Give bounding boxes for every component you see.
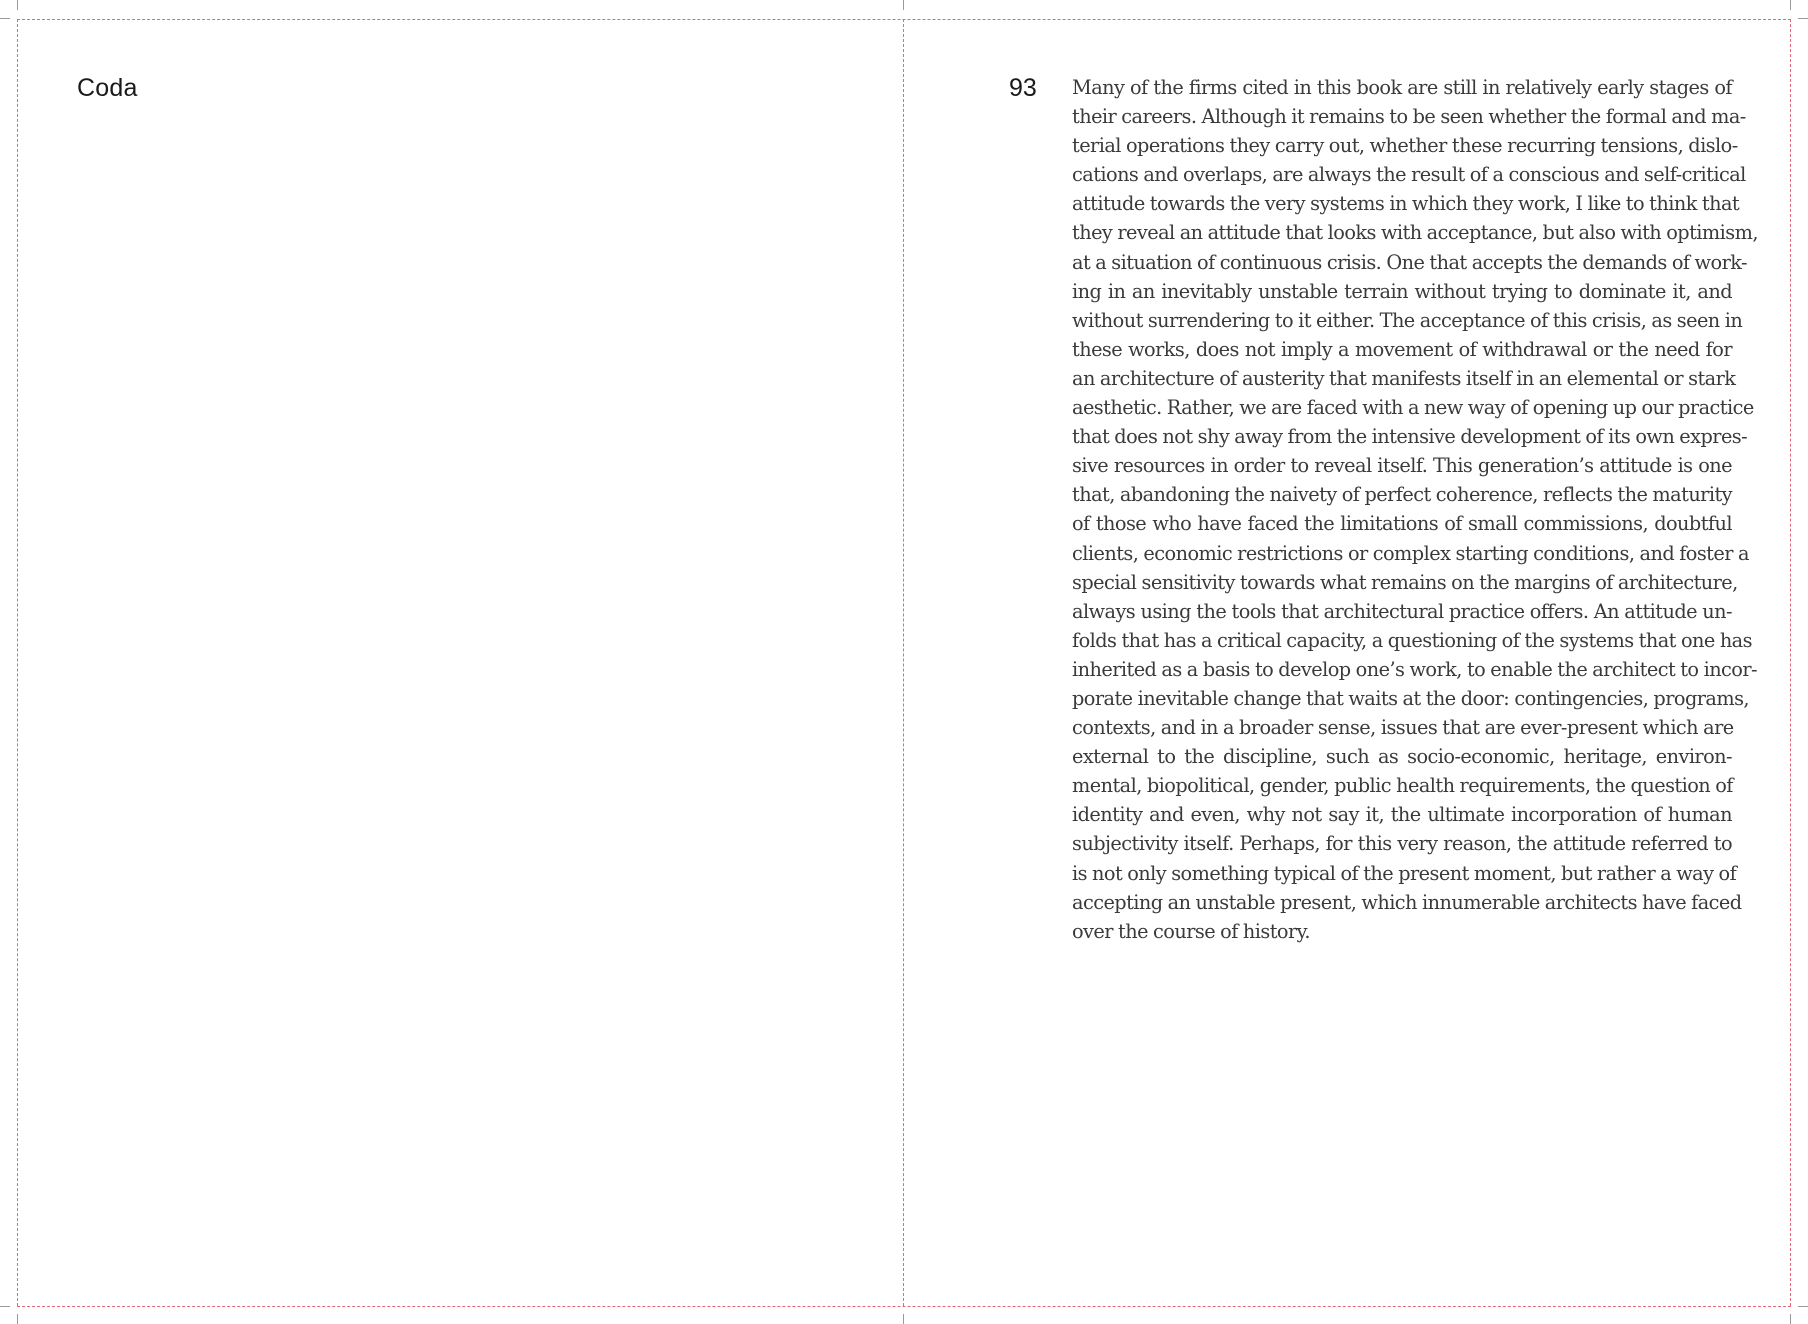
text-line: an architecture of austerity that manifests itself in an elemental or stark: [1072, 366, 1736, 390]
crop-mark: [1790, 0, 1791, 10]
text-line: special sensitivity towards what remains on the margins of architecture,: [1072, 570, 1738, 594]
text-line: aesthetic. Rather, we are faced with a new way of opening up our practice: [1072, 396, 1754, 420]
text-line: at a situation of continuous crisis. One that accepts the demands of work-: [1072, 250, 1747, 274]
text-line: external to the discipline, such as socio-economic, heritage, environ-: [1072, 745, 1732, 769]
text-line: their careers. Although it remains to be seen whether the formal and ma-: [1072, 105, 1746, 129]
gutter-line: [903, 19, 904, 1306]
text-line: porate inevitable change that waits at the door: contingencies, programs,: [1072, 686, 1750, 710]
text-line: inherited as a basis to develop one’s work, to enable the architect to incor-: [1072, 657, 1757, 681]
crop-mark: [1798, 18, 1808, 19]
crop-mark: [0, 1306, 10, 1307]
text-line: clients, economic restrictions or complex starting conditions, and foster a: [1072, 541, 1749, 565]
page-number: 93: [1009, 74, 1037, 102]
crop-mark: [903, 0, 904, 10]
text-line: Many of the firms cited in this book are still in relatively early stages of: [1072, 76, 1732, 99]
text-line: accepting an unstable present, which innumerable architects have faced: [1072, 890, 1742, 914]
text-line: is not only something typical of the present moment, but rather a way of: [1072, 861, 1737, 885]
text-line: folds that has a critical capacity, a questioning of the systems that one has: [1072, 628, 1752, 652]
body-paragraph: [1072, 73, 1758, 946]
trim-line-bottom: [17, 1306, 1791, 1307]
crop-mark: [0, 18, 10, 19]
text-line: terial operations they carry out, whether these recurring tensions, dislo-: [1072, 134, 1738, 158]
crop-mark: [903, 1314, 904, 1324]
crop-mark: [17, 1314, 18, 1324]
text-line: without surrendering to it either. The acceptance of this crisis, as seen in: [1072, 308, 1743, 332]
text-line: that does not shy away from the intensive development of its own expres-: [1072, 425, 1748, 449]
text-line: of those who have faced the limitations of small commissions, doubtful: [1072, 512, 1732, 536]
crop-mark: [17, 0, 18, 10]
trim-line-top: [17, 19, 1791, 20]
text-line: subjectivity itself. Perhaps, for this very reason, the attitude referred to: [1072, 832, 1732, 856]
crop-mark: [1790, 1314, 1791, 1324]
text-line: mental, biopolitical, gender, public health requirements, the question of: [1072, 774, 1733, 798]
text-line: that, abandoning the naivety of perfect coherence, reflects the maturity: [1072, 483, 1733, 507]
running-head: Coda: [77, 74, 138, 102]
text-line: identity and even, why not say it, the ultimate incorporation of human: [1072, 803, 1732, 827]
text-line: always using the tools that architectural practice offers. An attitude un-: [1072, 599, 1732, 623]
trim-line-left: [17, 19, 18, 1306]
text-line: ing in an inevitably unstable terrain without trying to dominate it, and: [1072, 279, 1732, 303]
text-line: over the course of history.: [1072, 919, 1310, 943]
text-line: cations and overlaps, are always the result of a conscious and self-critical: [1072, 163, 1746, 187]
text-line: attitude towards the very systems in which they work, I like to think that: [1072, 192, 1740, 216]
trim-line-right: [1790, 19, 1791, 1306]
text-line: they reveal an attitude that looks with acceptance, but also with optimism,: [1072, 221, 1758, 245]
text-line: these works, does not imply a movement of withdrawal or the need for: [1072, 337, 1732, 361]
text-line: contexts, and in a broader sense, issues that are ever-present which are: [1072, 716, 1734, 740]
crop-mark: [1798, 1306, 1808, 1307]
text-line: sive resources in order to reveal itself. This generation’s attitude is one: [1072, 454, 1732, 478]
